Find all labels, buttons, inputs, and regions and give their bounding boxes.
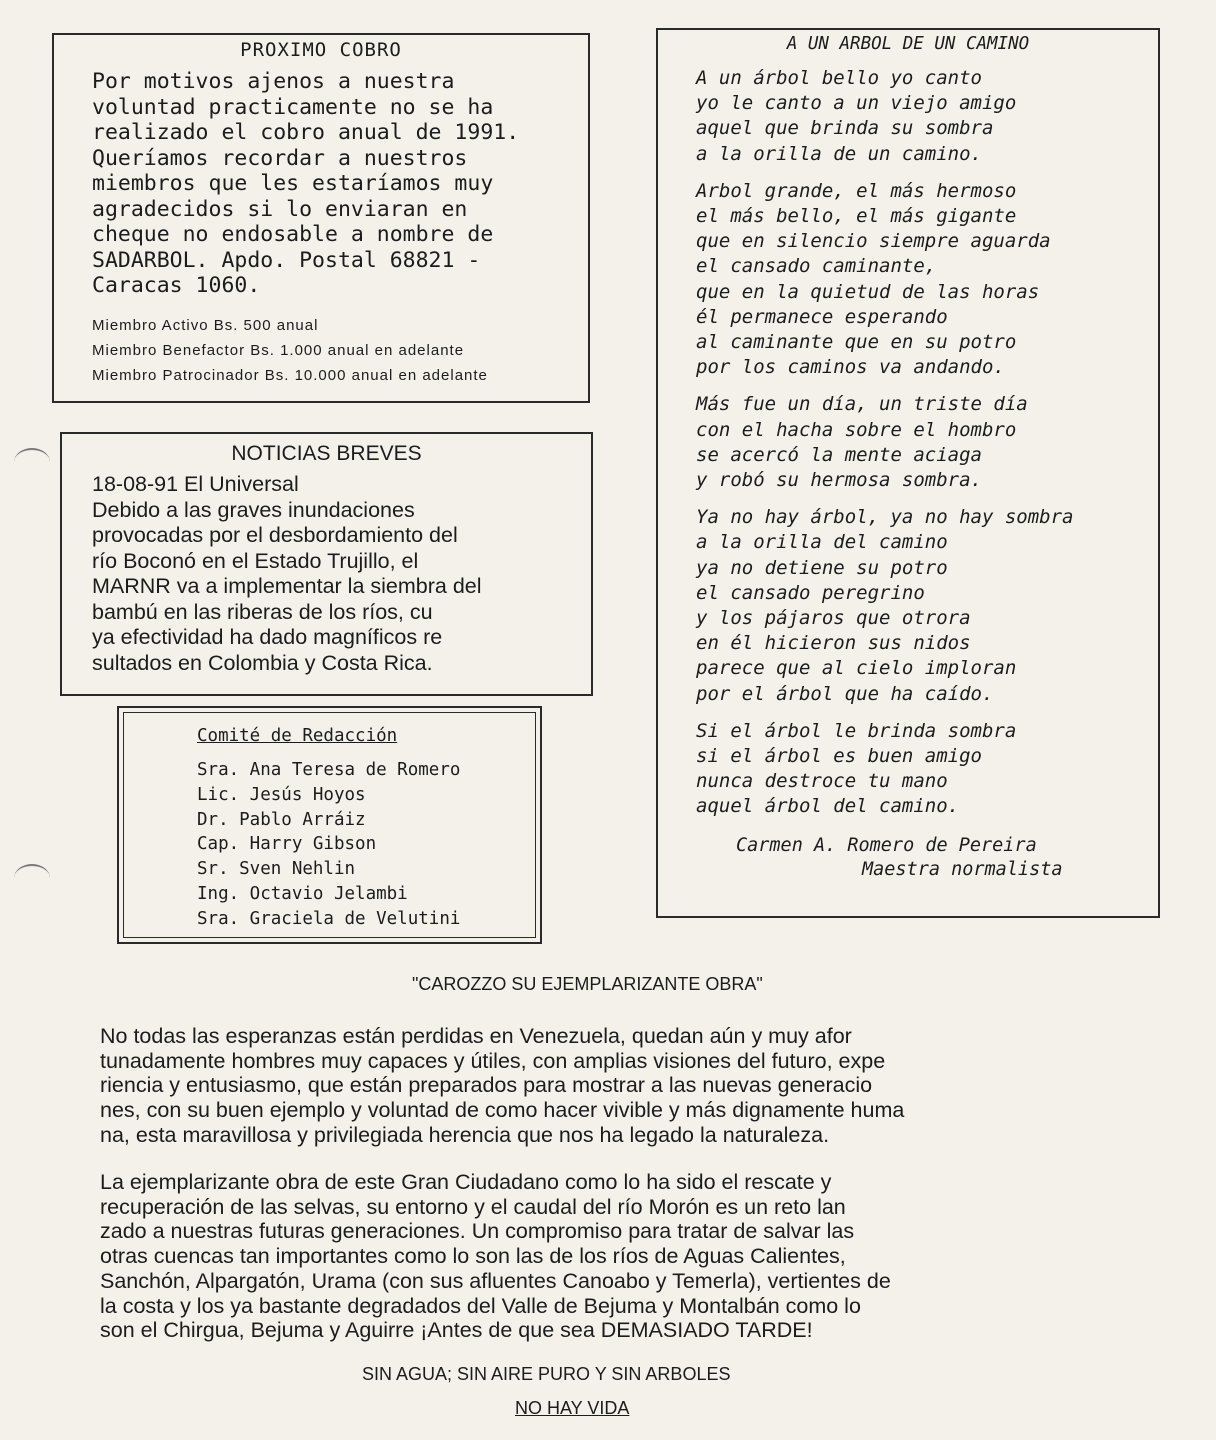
poem-line: y robó su hermosa sombra.	[696, 469, 982, 492]
poem-line: A un árbol bello yo canto	[696, 67, 982, 89]
text-line: riencia y entusiasmo, que están preparados para mostrar a las nuevas generacio	[100, 1073, 873, 1098]
poem-line: aquel que brinda su sombra	[696, 117, 994, 140]
text-line: Por motivos ajenos a nuestra	[92, 69, 455, 94]
poem-line: en él hicieron sus nidos	[696, 632, 971, 655]
committee-member: Lic. Jesús Hoyos	[197, 784, 366, 805]
poem-line: que en la quietud de las horas	[696, 280, 1040, 303]
poem-line: aquel árbol del camino.	[696, 795, 960, 818]
text-line: la costa y los ya bastante degradados del Valle de Bejuma y Montalbán como lo	[100, 1293, 861, 1318]
poem-line: Si el árbol le brinda sombra	[696, 719, 1017, 742]
poem-stanza	[696, 66, 1158, 167]
text-line: recuperación de las selvas, su entorno y el caudal del río Morón es un reto lan	[100, 1194, 846, 1219]
payment-notice-box	[52, 33, 590, 403]
poem-line: y los pájaros que otrora	[696, 607, 971, 630]
poem-line: a la orilla de un camino.	[696, 142, 982, 165]
poem-line: ya no detiene su potro	[696, 556, 948, 579]
poem-line: parece que al cielo imploran	[696, 657, 1017, 680]
brief-news-title: NOTICIAS BREVES	[231, 442, 422, 465]
committee-member: Ing. Octavio Jelambi	[197, 883, 408, 904]
text-line: son el Chirgua, Bejuma y Aguirre ¡Antes de que sea DEMASIADO TARDE!	[100, 1318, 813, 1343]
text-line: Caracas 1060.	[92, 273, 261, 298]
poem-stanza	[696, 179, 1158, 381]
text-line: agradecidos si lo enviaran en	[92, 196, 468, 222]
text-line: sultados en Colombia y Costa Rica.	[92, 650, 433, 675]
text-line: voluntad practicamente no se ha	[92, 94, 494, 120]
text-line: cheque no endosable a nombre de	[92, 222, 494, 247]
rate-benefactor: Miembro Benefactor Bs. 1.000 anual en adelante	[92, 341, 465, 359]
poem-line: con el hacha sobre el hombro	[696, 418, 1017, 441]
payment-notice-title: PROXIMO COBRO	[240, 39, 402, 61]
poem-line: Ya no hay árbol, ya no hay sombra	[696, 506, 1074, 529]
poem-line: el más bello, el más gigante	[696, 205, 1017, 228]
poem-box	[656, 28, 1160, 918]
poem-stanza	[696, 719, 1158, 820]
committee-member: Sra. Graciela de Velutini	[197, 908, 461, 929]
poem-line: Arbol grande, el más hermoso	[696, 179, 1017, 202]
editorial-committee-box	[117, 706, 542, 944]
rate-active: Miembro Activo Bs. 500 anual	[92, 316, 319, 334]
poem-author-title: Maestra normalista	[862, 858, 1063, 880]
poem-line: a la orilla del camino	[696, 531, 948, 554]
closing-slogan-underlined: NO HAY VIDA	[515, 1398, 630, 1418]
text-line: provocadas por el desbordamiento del	[92, 523, 458, 547]
editorial-committee-title: Comité de Redacción	[197, 726, 398, 746]
poem-line: el cansado caminante,	[696, 255, 937, 278]
committee-member: Sra. Ana Teresa de Romero	[197, 760, 461, 780]
poem-line: él permanece esperando	[696, 305, 948, 328]
poem-stanza	[696, 505, 1158, 707]
poem-line: al caminante que en su potro	[696, 331, 1017, 354]
committee-member: Cap. Harry Gibson	[197, 834, 377, 855]
text-line: No todas las esperanzas están perdidas en Venezuela, quedan aún y muy afor	[100, 1024, 852, 1048]
poem-line: se acercó la mente aciaga	[696, 443, 982, 466]
text-line: nes, con su buen ejemplo y voluntad de como hacer vivible y más dignamente huma	[100, 1098, 905, 1123]
text-line: zado a nuestras futuras generaciones. Un compromiso para tratar de salvar las	[100, 1219, 855, 1244]
brief-news-box	[60, 432, 593, 696]
poem-line: Más fue un día, un triste día	[696, 393, 1028, 416]
poem-title: A UN ARBOL DE UN CAMINO	[786, 34, 1030, 54]
text-line: Queríamos recordar a nuestros	[92, 145, 468, 171]
poem-author-name: Carmen A. Romero de Pereira	[736, 834, 1037, 856]
text-line: La ejemplarizante obra de este Gran Ciudadano como lo ha sido el rescate y	[100, 1170, 832, 1194]
poem-stanza	[696, 392, 1158, 493]
payment-notice-body	[92, 69, 588, 299]
poem-line: yo le canto a un viejo amigo	[696, 92, 1017, 115]
text-line: ya efectividad ha dado magníficos re	[92, 625, 443, 649]
committee-member: Dr. Pablo Arráiz	[197, 809, 366, 830]
text-line: 18-08-91 El Universal	[92, 472, 299, 496]
poem-line: nunca destroce tu mano	[696, 770, 948, 793]
committee-member: Sr. Sven Nehlin	[197, 859, 356, 880]
rate-patron: Miembro Patrocinador Bs. 10.000 anual en adelante	[92, 366, 488, 384]
binder-hole-mark	[14, 448, 50, 476]
text-line: miembros que les estaríamos muy	[92, 171, 494, 196]
poem-line: el cansado peregrino	[696, 581, 925, 604]
poem-author	[696, 834, 1158, 882]
text-line: otras cuencas tan importantes como lo son las de los ríos de Aguas Calientes,	[100, 1244, 846, 1269]
text-line: tunadamente hombres muy capaces y útiles, con amplias visiones del futuro, expe	[100, 1048, 886, 1073]
committee-member-list	[197, 758, 540, 932]
text-line: na, esta maravillosa y privilegiada herencia que nos ha legado la naturaleza.	[100, 1122, 830, 1147]
text-line: SADARBOL. Apdo. Postal 68821 -	[92, 247, 481, 273]
binder-hole-mark	[14, 864, 50, 892]
text-line: Debido a las graves inundaciones	[92, 497, 415, 522]
brief-news-body	[92, 472, 591, 676]
text-line: realizado el cobro anual de 1991.	[92, 120, 520, 145]
text-line: río Boconó en el Estado Trujillo, el	[92, 548, 419, 573]
poem-line: por el árbol que ha caído.	[696, 682, 994, 705]
closing-slogan: SIN AGUA; SIN AIRE PURO Y SIN ARBOLES	[362, 1364, 731, 1384]
text-line: Sanchón, Alpargatón, Urama (con sus afluentes Canoabo y Temerla), vertientes de	[100, 1268, 891, 1293]
article-title: "CAROZZO SU EJEMPLARIZANTE OBRA"	[412, 974, 763, 994]
poem-line: que en silencio siempre aguarda	[696, 230, 1051, 253]
poem-line: si el árbol es buen amigo	[696, 745, 982, 768]
text-line: MARNR va a implementar la siembra del	[92, 574, 482, 598]
text-line: bambú en las riberas de los ríos, cu	[92, 599, 433, 624]
article-paragraph	[100, 1170, 891, 1343]
poem-line: por los caminos va andando.	[696, 356, 1005, 379]
article-paragraph	[100, 1024, 904, 1148]
membership-rates	[92, 313, 588, 388]
